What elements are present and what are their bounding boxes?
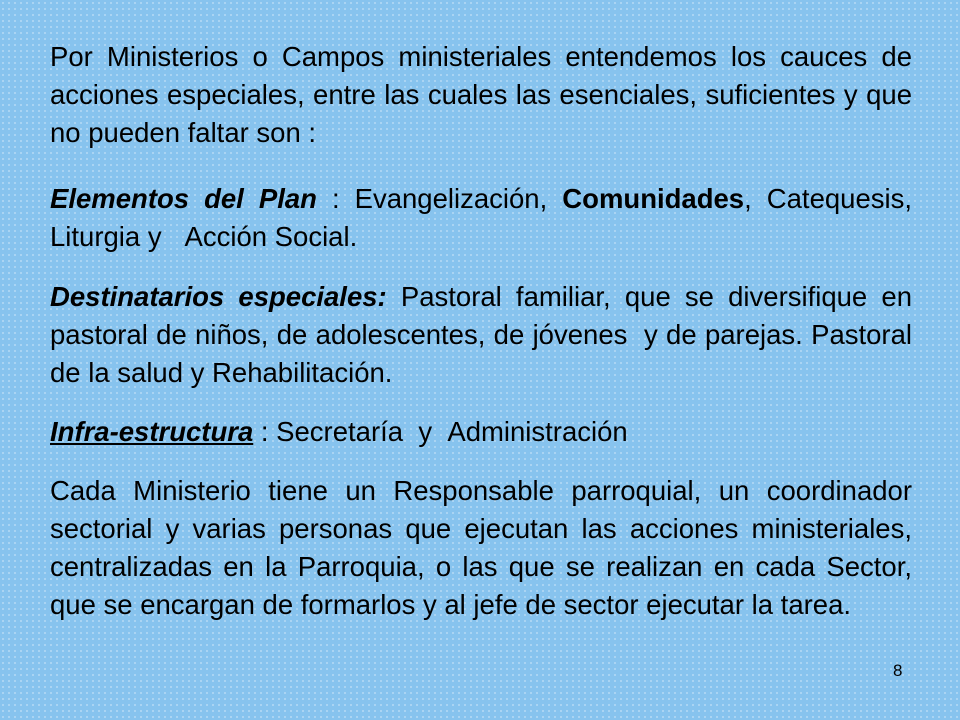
plan-highlight: Comunidades bbox=[562, 183, 745, 214]
infrastructure-label: Infra-estructura bbox=[50, 416, 254, 447]
intro-paragraph: Por Ministerios o Campos ministeriales entendemos los cauces de acciones especiales, entre las cuales las esenciales, suficientes y que no pueden faltar son : bbox=[50, 41, 912, 148]
recipients-text: Pastoral familiar, que se diversifique en pastoral de niños, de adolescentes, de jóvenes y de parejas. Pastoral de la salud y Rehabilitación. bbox=[50, 281, 912, 388]
plan-separator: : Evangelización, bbox=[316, 183, 563, 214]
infrastructure-paragraph bbox=[50, 413, 912, 451]
recipients-paragraph bbox=[50, 278, 912, 392]
plan-paragraph bbox=[50, 180, 912, 256]
slide-body bbox=[50, 38, 912, 624]
infrastructure-text: : Secretaría y Administración bbox=[253, 416, 628, 447]
plan-label: Elementos del Plan bbox=[50, 183, 317, 214]
page-number: 8 bbox=[893, 661, 903, 680]
recipients-label: Destinatarios especiales: bbox=[50, 281, 387, 312]
plan-rest: , Catequesis, Liturgia y Acción Social. bbox=[50, 183, 912, 252]
closing-paragraph: Cada Ministerio tiene un Responsable parroquial, un coordinador sectorial y varias personas que ejecutan las acciones ministeriales, centralizadas en la Parroquia, o las que se realizan en cada Sector, que se encargan de formarlos y al jefe de sector ejecutar la tarea. bbox=[50, 475, 912, 620]
